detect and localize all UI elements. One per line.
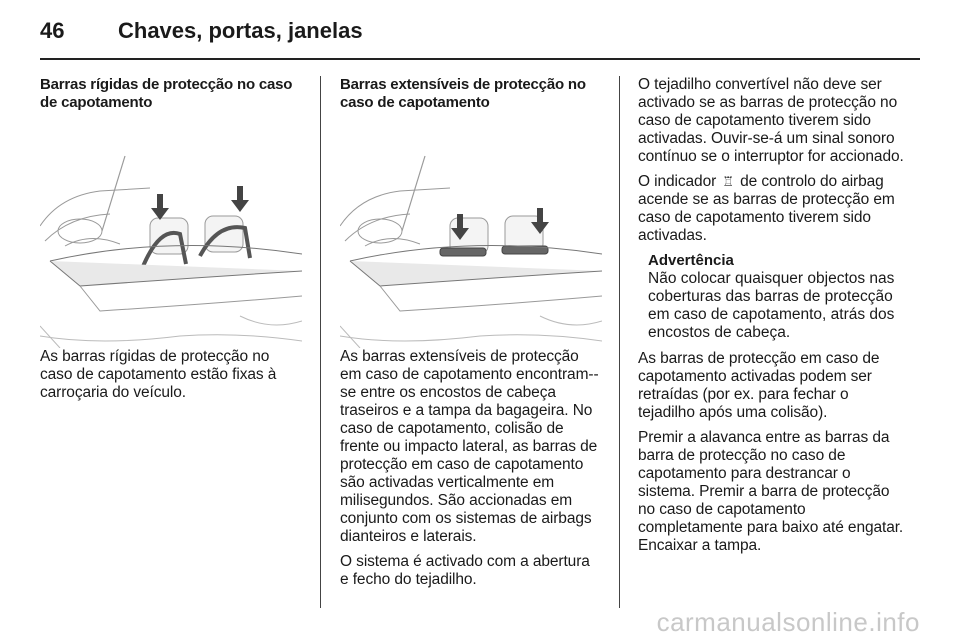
paragraph: O sistema é activado com a abertura e fecho do tejadilho.	[340, 553, 590, 588]
page-number: 46	[40, 18, 65, 43]
column-rigid-rollbars	[40, 76, 302, 409]
warning-body: Não colocar quaisquer objectos nas coberturas das barras de protecção em caso de capotamento, atrás dos encostos de cabeça.	[648, 270, 895, 341]
column-divider	[320, 76, 321, 608]
section-heading-rigid: Barras rígidas de protecção no caso de capotamento	[40, 76, 293, 111]
paragraph: As barras extensíveis de protecção em caso de capotamento encontram--se entre os encostos de cabeça traseiros e a tampa da bagageira. No caso de capotamento, colisão de frente ou impacto lateral, as barras de protecção em caso de capotamento são activadas verticalmente em milisegundos. São accionadas em conjunto com os sistemas de airbags dianteiros e laterais.	[340, 348, 599, 545]
warning-box	[648, 252, 904, 342]
column-extensible-rollbars	[340, 76, 602, 596]
airbag-indicator-icon: ♖	[722, 174, 734, 189]
paragraph: As barras de protecção em caso de capotamento activadas podem ser retraídas (por ex. para fechar o tejadilho após uma colisão).	[638, 350, 880, 421]
header-rule	[40, 58, 920, 60]
text-fragment: de controlo do airbag acende se as barras de protecção em caso de capotamento tiverem sido activadas.	[638, 173, 895, 244]
paragraph: Premir a alavanca entre as barras da barra de protecção no caso de capotamento para destrancar o sistema. Premir a barra de protecção no caso de capotamento completamente para baixo até engatar. Encaixar a tampa.	[638, 429, 904, 554]
page-title: Chaves, portas, janelas	[118, 18, 363, 43]
rigid-rollbar-illustration	[40, 136, 302, 348]
warning-title: Advertência	[648, 252, 734, 269]
paragraph-airbag-indicator	[638, 173, 904, 245]
watermark: carmanualsonline.info	[656, 607, 920, 637]
extensible-rollbar-illustration	[340, 136, 602, 348]
column-divider	[619, 76, 620, 608]
text-fragment: O indicador	[638, 173, 721, 190]
paragraph: As barras rígidas de protecção no caso de capotamento estão fixas à carroçaria do veículo.	[40, 348, 277, 401]
column-continued-text	[638, 76, 904, 562]
section-heading-extensible: Barras extensíveis de protecção no caso de capotamento	[340, 76, 586, 111]
paragraph: O tejadilho convertível não deve ser activado se as barras de protecção no caso de capotamento tiverem sido activadas. Ouvir-se-á um sinal sonoro contínuo se o interruptor for accionado.	[638, 76, 904, 165]
